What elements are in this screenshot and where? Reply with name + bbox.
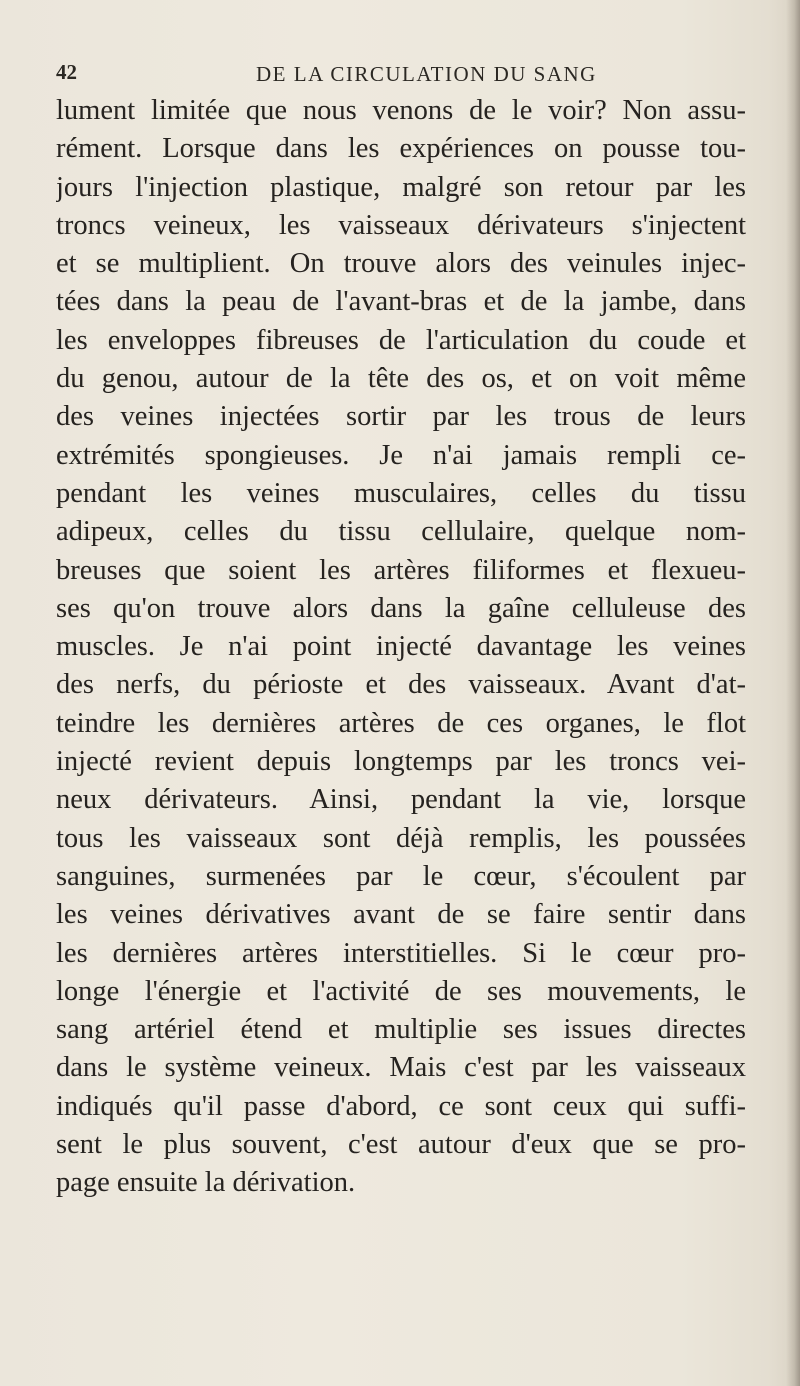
text-line: les veines dérivatives avant de se faire sentir dans xyxy=(56,899,746,931)
text-line: troncs veineux, les vaisseaux dérivateurs s'injectent xyxy=(56,209,746,241)
page-edge-shadow xyxy=(786,0,800,1386)
text-line: lument limitée que nous venons de le voir? Non assu- xyxy=(56,95,746,126)
text-line: sanguines, surmenées par le cœur, s'écoulent par xyxy=(56,860,746,892)
running-title: DE LA CIRCULATION DU SANG xyxy=(256,62,597,86)
text-line: injecté revient depuis longtemps par les troncs vei- xyxy=(56,746,746,778)
text-line: indiqués qu'il passe d'abord, ce sont ceux qui suffi- xyxy=(56,1090,746,1122)
text-line-last: page ensuite la dérivation. xyxy=(56,1167,356,1199)
text-line: muscles. Je n'ai point injecté davantage les veines xyxy=(56,631,746,663)
text-line: les enveloppes fibreuses de l'articulation du coude et xyxy=(56,324,746,356)
text-line: tous les vaisseaux sont déjà remplis, les poussées xyxy=(56,822,746,854)
text-line: adipeux, celles du tissu cellulaire, quelque nom- xyxy=(56,516,746,548)
page-number: 42 xyxy=(56,60,77,84)
text-line: des nerfs, du périoste et des vaisseaux. Avant d'at- xyxy=(56,669,746,701)
body-text xyxy=(56,92,746,1203)
text-line: des veines injectées sortir par les trous de leurs xyxy=(56,401,746,433)
text-line: les dernières artères interstitielles. Si le cœur pro- xyxy=(56,937,746,969)
text-line: tées dans la peau de l'avant-bras et de la jambe, dans xyxy=(56,286,746,318)
text-line: rément. Lorsque dans les expériences on pousse tou- xyxy=(56,133,746,165)
text-line: sang artériel étend et multiplie ses issues directes xyxy=(56,1014,746,1046)
text-line: dans le système veineux. Mais c'est par les vaisseaux xyxy=(56,1052,746,1084)
text-line: et se multiplient. On trouve alors des veinules injec- xyxy=(56,248,746,280)
text-line: du genou, autour de la tête des os, et on voit même xyxy=(56,363,746,395)
text-line: extrémités spongieuses. Je n'ai jamais rempli ce- xyxy=(56,439,746,471)
text-line: breuses que soient les artères filiformes et flexueu- xyxy=(56,554,746,586)
text-line: ses qu'on trouve alors dans la gaîne celluleuse des xyxy=(56,592,746,624)
text-line: pendant les veines musculaires, celles du tissu xyxy=(56,477,746,509)
running-head xyxy=(56,60,746,96)
text-line: longe l'énergie et l'activité de ses mouvements, le xyxy=(56,975,746,1007)
text-line: jours l'injection plastique, malgré son retour par les xyxy=(56,171,746,203)
text-line: neux dérivateurs. Ainsi, pendant la vie, lorsque xyxy=(56,784,746,816)
text-line: sent le plus souvent, c'est autour d'eux que se pro- xyxy=(56,1129,746,1161)
text-line: teindre les dernières artères de ces organes, le flot xyxy=(56,707,746,739)
